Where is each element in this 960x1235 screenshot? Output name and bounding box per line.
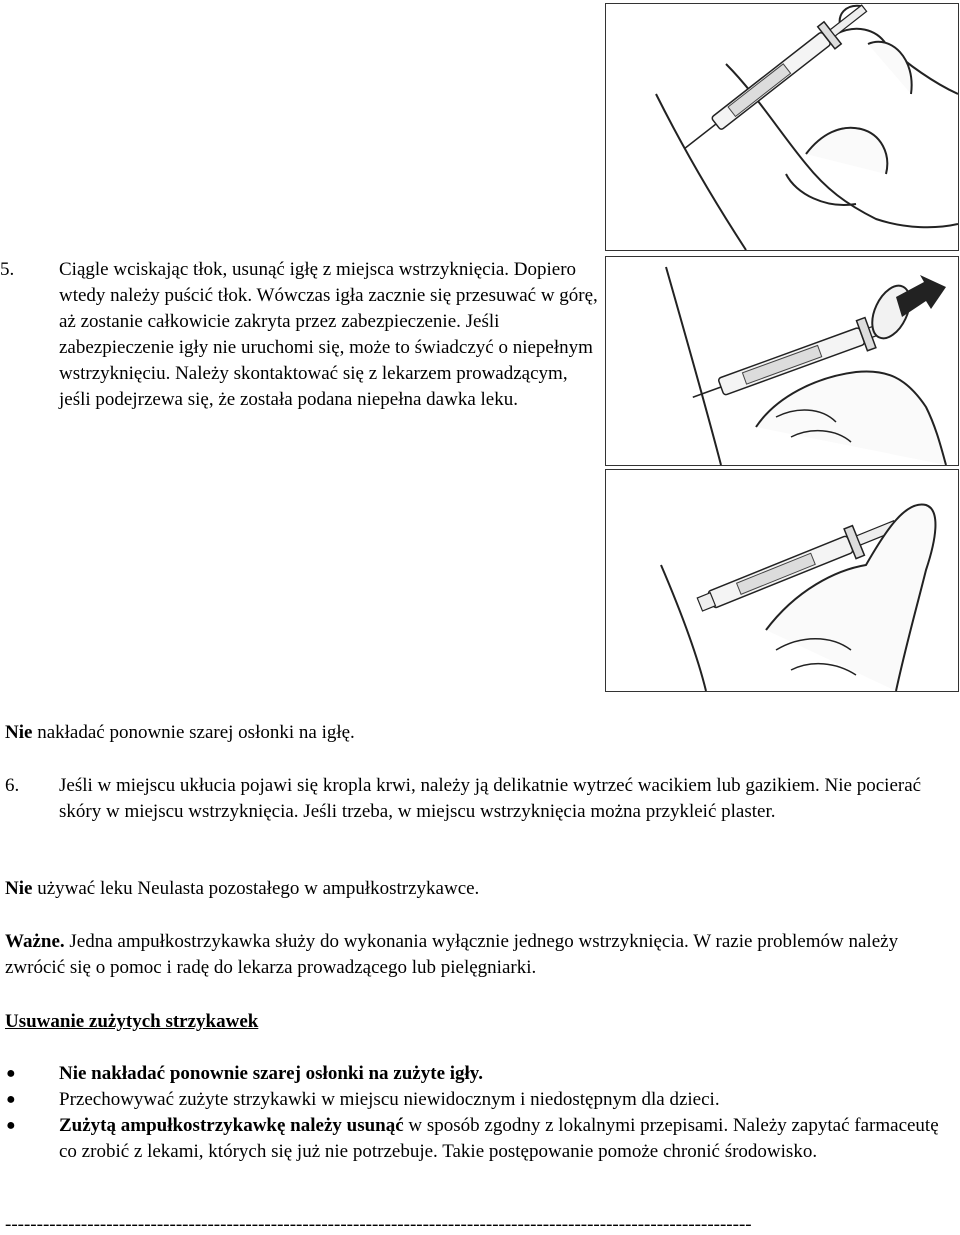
list-item — [0, 1061, 945, 1087]
injection-drawing — [606, 4, 958, 250]
step-6 — [5, 773, 945, 825]
important-note — [5, 929, 955, 981]
bullet-text: w sposób zgodny z lokalnymi przepisami. Należy zapytać farmaceutę co zrobić z lekami, których się już nie potrzebuje. Takie postępowanie pomoże chronić środowisko. — [59, 1115, 939, 1162]
notice-leftover-text: używać leku Neulasta pozostałego w ampułkostrzykawce. — [32, 878, 480, 899]
important-bold: Ważne. — [5, 931, 65, 952]
step-6-text: Jeśli w miejscu ukłucia pojawi się kropla krwi, należy ją delikatnie wytrzeć wacikiem lub gazikiem. Nie pocierać skóry w miejscu wstrzyknięcia. Jeśli trzeba, w miejscu wstrzyknięcia można przykleić plaster. — [59, 775, 922, 822]
bullet-bold: Zużytą ampułkostrzykawkę należy usunąć — [59, 1115, 404, 1136]
disposal-heading: Usuwanie zużytych strzykawek — [5, 1011, 259, 1032]
notice-no-recap-bold: Nie — [5, 722, 33, 743]
notice-no-recap — [5, 720, 945, 746]
illustration-needle-withdrawn — [605, 256, 959, 466]
separator-line: ---------------------------------------------------------------------------------------------------------------------- — [5, 1215, 752, 1235]
step-5-text: Ciągle wciskając tłok, usunąć igłę z miejsca wstrzyknięcia. Dopiero wtedy należy puścić tłok. Wówczas igła zacznie się przesuwać w górę, aż zostanie całkowicie zakryta przez zabezpieczenie. Jeśli zabezpieczenie igły nie uruchomi się, może to świadczyć o niepełnym wstrzyknięciu. Należy skontaktować się z lekarzem prowadzącym, jeśli podejrzewa się, że została podana niepełna dawka leku. — [59, 259, 598, 410]
illustration-needle-covered — [605, 469, 959, 692]
shield-drawing — [606, 470, 958, 691]
notice-leftover-bold: Nie — [5, 878, 33, 899]
bullet-icon: ● — [6, 1065, 16, 1082]
illustration-injection-plunger-pressed — [605, 3, 959, 251]
withdrawal-drawing — [606, 257, 958, 465]
list-item — [0, 1113, 945, 1165]
bullet-text: Przechowywać zużyte strzykawki w miejscu niewidocznym i niedostępnym dla dzieci. — [59, 1089, 720, 1110]
bullet-icon: ● — [6, 1091, 16, 1108]
step-5-number: 5. — [0, 259, 15, 280]
list-item — [0, 1087, 945, 1113]
bullet-icon: ● — [6, 1117, 16, 1134]
step-6-number: 6. — [5, 775, 20, 796]
important-text: Jedna ampułkostrzykawka służy do wykonania wyłącznie jednego wstrzyknięcia. W razie problemów należy zwrócić się o pomoc i radę do lekarza prowadzącego lub pielęgniarki. — [5, 931, 899, 978]
bullet-bold: Nie nakładać ponownie szarej osłonki na zużyte igły. — [59, 1063, 484, 1084]
step-5 — [0, 257, 600, 413]
disposal-list — [0, 1061, 945, 1165]
notice-no-recap-text: nakładać ponownie szarej osłonki na igłę. — [32, 722, 355, 743]
notice-leftover — [5, 876, 945, 902]
